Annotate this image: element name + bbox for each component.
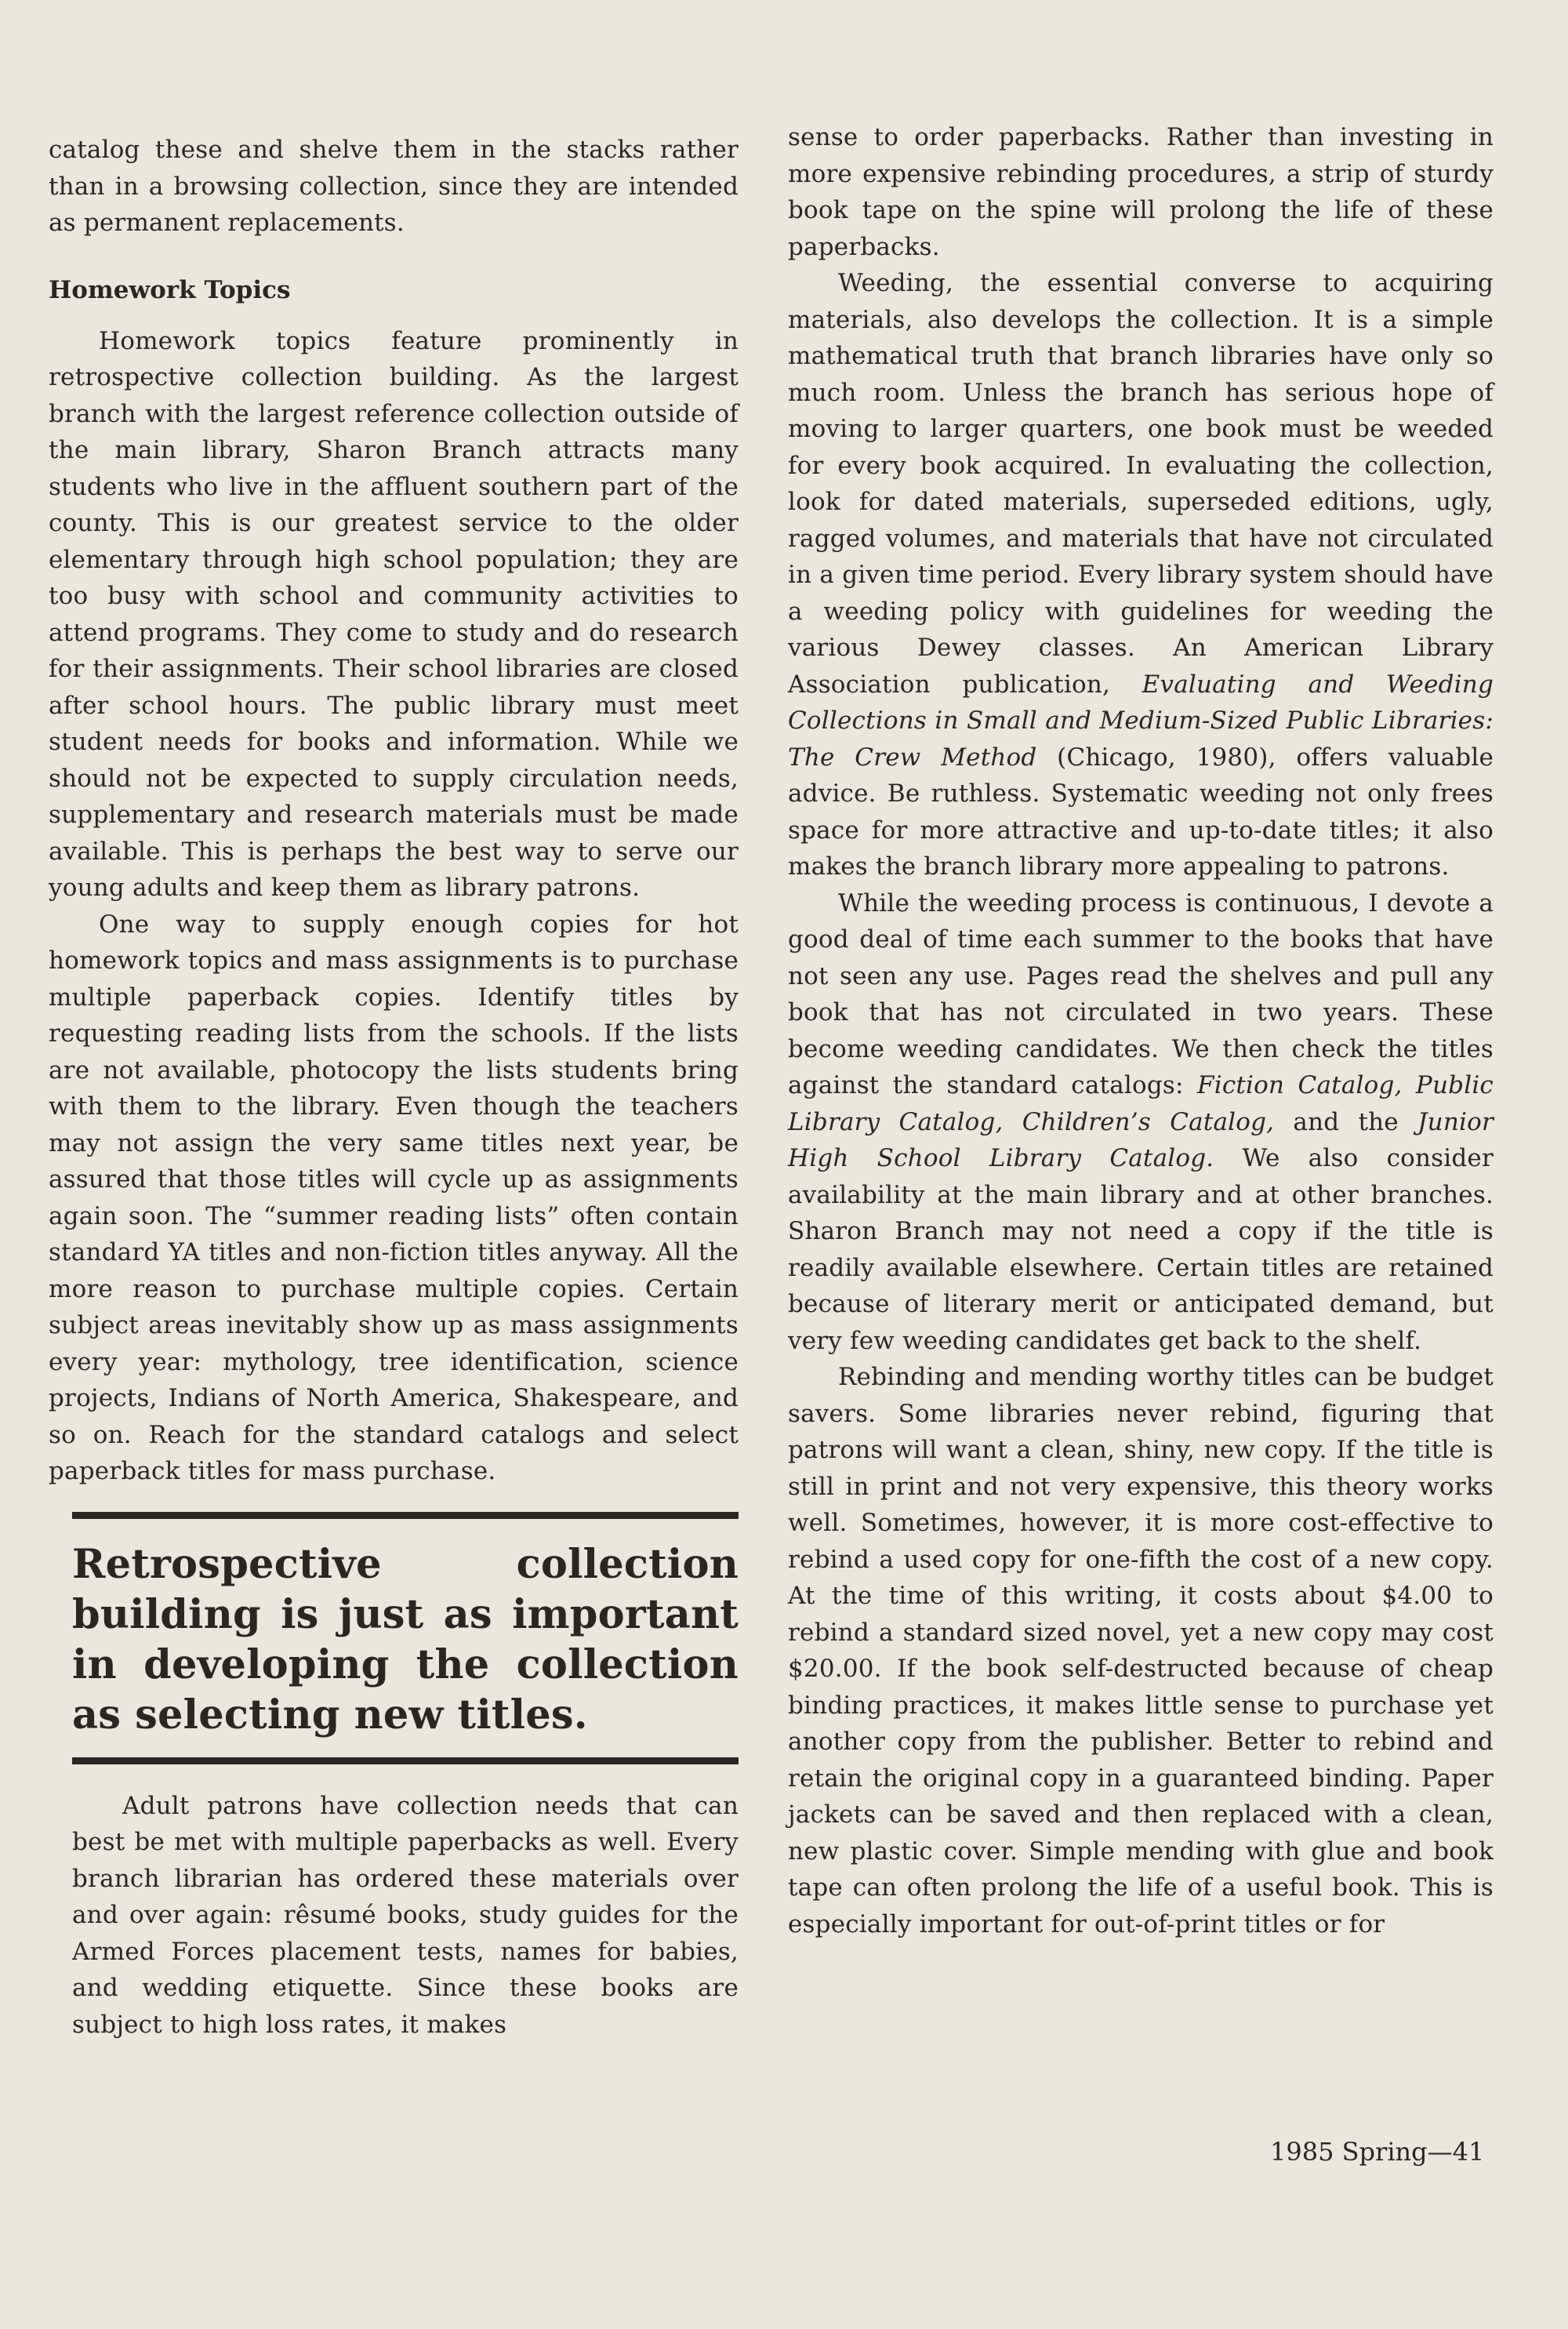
- right-paragraph-4: Rebinding and mending worthy titles can be budget savers. Some libraries never rebind, figuring that patrons will want a clean, shiny, new copy. If the title is still in print and not very expensive, this theory works well. Sometimes, however, it is more cost-effective to rebind a used copy for one-fifth the cost of a new copy. At the time of this writing, it costs about $4.00 to rebind a standard sized novel, yet a new copy may cost $20.00. If the book self-destructed because of cheap binding practices, it makes little sense to purchase yet another copy from the publisher. Better to rebind and retain the original copy in a guaranteed binding. Paper jackets can be saved and then replaced with a clean, new plastic cover. Simple mending with glue and book tape can often prolong the life of a useful book. This is especially important for out-of-print titles or for: [788, 1363, 1494, 1938]
- right-paragraph-3: [788, 885, 1494, 1360]
- catalog-titles-2: Junior High School Library Catalog.: [788, 1107, 1494, 1172]
- right-p3-text-mid: and the: [1274, 1107, 1418, 1136]
- pull-quote-top-rule: [72, 1512, 739, 1519]
- pull-quote: [72, 1512, 739, 1764]
- crew-method-title: Evaluating and Weeding Collections in Small and Medium-Sized Public Libraries: The Crew Method: [788, 670, 1494, 772]
- left-paragraph-2: Homework topics feature prominently in retrospective collection building. As the largest branch with the largest reference collection outside of the main library, Sharon Branch attracts many students who live in the affluent southern part of the county. This is our greatest service to the older elementary through high school population; they are too busy with school and community activities to attend programs. They come to study and do research for their assignments. Their school libraries are closed after school hours. The public library must meet student needs for books and information. While we should not be expected to supply circulation needs, supplementary and research materials must be made available. This is perhaps the best way to serve our young adults and keep them as library patrons.: [49, 326, 739, 902]
- left-paragraph-3: One way to supply enough copies for hot homework topics and mass assignments is to purchase multiple paperback copies. Identify titles by requesting reading lists from the schools. If the lists are not available, photocopy the lists students bring with them to the library. Even though the teachers may not assign the very same titles next year, be assured that those titles will cycle up as assignments again soon. The “summer reading lists” often contain standard YA titles and non-fiction titles anyway. All the more reason to purchase multiple copies. Certain subject areas inevitably show up as mass assignments every year: mythology, tree identification, science projects, Indians of North America, Shakespeare, and so on. Reach for the standard catalogs and select paperback titles for mass purchase.: [49, 910, 739, 1485]
- right-p2-text-b: (Chicago, 1980), offers valuable advice. Be ruthless. Systematic weeding not only frees space for more attractive and up-to-date titles; it also makes the branch library more appealing to patrons.: [788, 743, 1494, 881]
- left-column: [49, 132, 739, 2043]
- right-paragraph-1: sense to order paperbacks. Rather than investing in more expensive rebinding procedures, a strip of sturdy book tape on the spine will prolong the life of these paperbacks.: [788, 123, 1494, 261]
- pull-quote-text: Retrospective collection building is just as important in developing the collection as selecting new titles.: [72, 1540, 739, 1739]
- right-column: [788, 119, 1494, 1942]
- left-paragraph-4: Adult patrons have collection needs that can best be met with multiple paperbacks as well. Every branch librarian has ordered these materials over and over again: rêsumé books, study guides for the Armed Forces placement tests, names for babies, and wedding etiquette. Since these books are subject to high loss rates, it makes: [72, 1791, 739, 2039]
- left-paragraph-1: catalog these and shelve them in the stacks rather than in a browsing collection, since they are intended as permanent replacements.: [49, 136, 739, 237]
- section-heading-homework-topics: Homework Topics: [49, 275, 291, 304]
- right-p3-text-b: We also consider availability at the main library and at other branches. Sharon Branch may not need a copy if the title is readily available elsewhere. Certain titles are retained because of literary merit or anticipated demand, but very few weeding candidates get back to the shelf.: [788, 1144, 1494, 1355]
- right-p3-text-a: While the weeding process is continuous, I devote a good deal of time each summer to the books that have not seen any use. Pages read the shelves and pull any book that has not circulated in two years. These become weeding candidates. We then check the titles against the standard catalogs:: [788, 888, 1494, 1099]
- catalog-titles-1: Fiction Catalog, Public Library Catalog, Children’s Catalog,: [788, 1071, 1494, 1136]
- right-p2-text-a: Weeding, the essential converse to acquiring materials, also develops the collection. It is a simple mathematical truth that branch libraries have only so much room. Unless the branch has serious hope of moving to larger quarters, one book must be weeded for every book acquired. In evaluating the collection, look for dated materials, superseded editions, ugly, ragged volumes, and materials that have not circulated in a given time period. Every library system should have a weeding policy with guidelines for weeding the various Dewey classes. An American Library Association publication,: [788, 269, 1494, 699]
- pull-quote-bottom-rule: [72, 1757, 739, 1764]
- right-paragraph-2: [788, 265, 1494, 885]
- page-folio: 1985 Spring—41: [1270, 2137, 1485, 2167]
